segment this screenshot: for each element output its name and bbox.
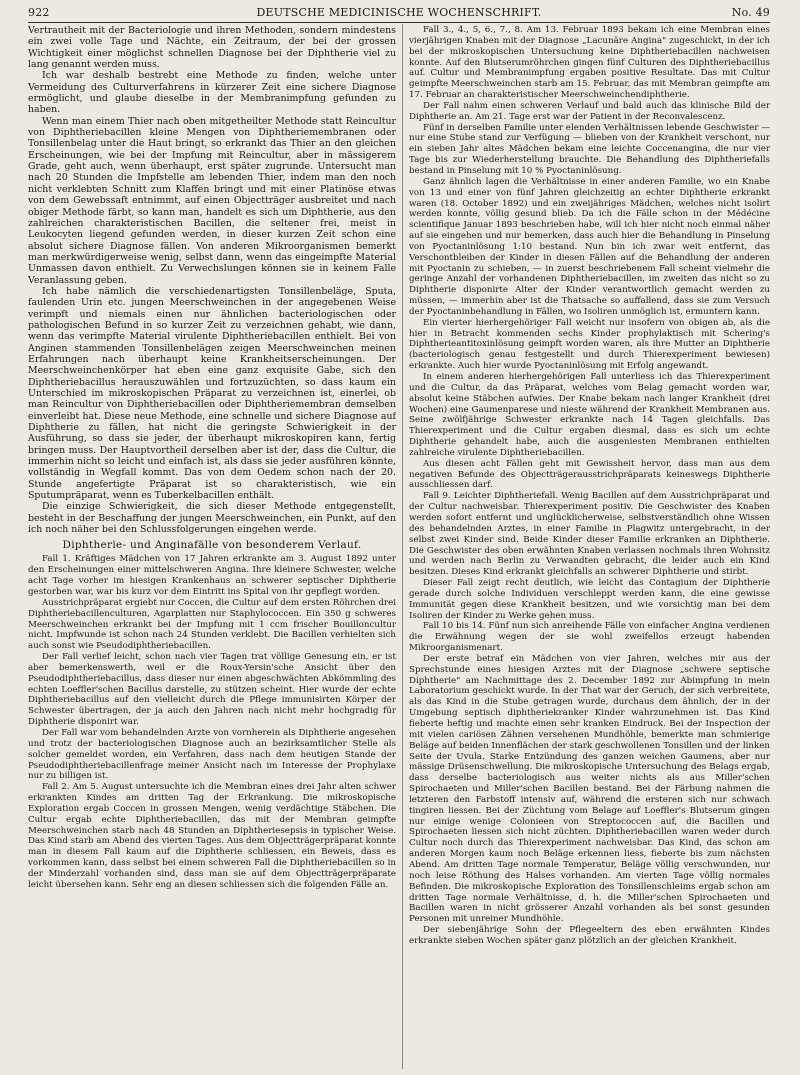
case-paragraph: Fall 2. Am 5. August untersuchte ich die Membran eines drei Jahr alten schwer erkrankten Kindes am dritten Tag der Erkrankung. Die mikroskopische Exploration ergab Coccen in grossen Mengen, wenig verdächtige Stäbchen. Die Cultur ergab echte Diphtheriebacillen, das mit der Membran geimpfte Meerschweinchen starb nach 48 Stunden an Diphtheriesepsis in typischer Weise. Das Kind starb am Abend des vierten Tages. Aus dem Objectträgerpräparat konnte man in diesem Fall kaum auf die Diphtherie schliessen, ein Beweis, dass es vorkommen kann, dass selbst bei einem schweren Fall die Diphtheriebacillen so in der Minderzahl vorhanden sind, dass man sie auf dem Objectträgerpräparate leicht übersehen kann. Sehr eng an diesen schliessen sich die folgenden Fälle an. xyxy=(28,782,396,890)
right-column xyxy=(409,25,770,1069)
case-paragraph: Der Fall war vom behandelnden Arzte von vornherein als Diphtherie angesehen und trotz der bacteriologischen Diagnose auch an bezirksamtlicher Stelle als solcher gemeldet worden, ein Verfahren, dass nach dem heutigen Stande der Pseudodiphtheriebacillenfrage meiner Ansicht nach im Interesse der Prophylaxe nur zu billigen ist. xyxy=(28,727,396,782)
case-paragraph: Dieser Fall zeigt recht deutlich, wie leicht das Contagium der Diphtherie gerade durch solche Individuen verschleppt werden kann, die eine gewisse Immunität gegen diese Krankheit besitzen, und wie vorsichtig man bei dem Isoliren der Kinder zu Werke gehen muss. xyxy=(409,578,770,621)
case-paragraph: Fall 9. Leichter Diphtheriefall. Wenig Bacillen auf dem Ausstrichpräparat und der Cultur nachweisbar. Thierexperiment positiv. Die Geschwister des Knaben werden sofort entfernt und unglücklicherweise, selbstverständlich ohne Wissen des behandelnden Arztes, in einer Familie in Plagwitz untergebracht, in der selbst zwei Kinder sind. Beide Kinder dieser Familie erkranken an Diphtherie. Die Geschwister des oben erwähnten Knaben verlassen nochmals ihren Wohnsitz und werden nach Berlin zu Verwandten gebracht, die leider auch ein Kind besitzen. Dieses Kind erkrankt gleichfalls an schwerer Diphtherie und stirbt. xyxy=(409,491,770,578)
case-paragraph: Der Fall verlief leicht, schon nach vier Tagen trat völlige Genesung ein, er ist aber bemerkenswerth, weil er die Roux-Yersin'sche Ansicht über den Pseudodiphtheriebacillus, dass dieser nur einen abgeschwächten Abkömmling des echten Loeffler'schen Bacillus darstelle, zu stützen scheint. Hier wurde der echte Diphtheriebacillus auf den vielleicht durch die Pflege immunisirten Körper der Schwester übertragen, der ja auch den Jahren nach nicht mehr hochgradig für Diphtherie disponirt war. xyxy=(28,652,396,728)
case-paragraph: Der erste betraf ein Mädchen von vier Jahren, welches mir aus der Sprechstunde eines hiesigen Arztes mit der Diagnose „schwere septische Diphtherie" am Nachmittage des 2. December 1892 zur Abimpfung in mein Laboratorium geschickt wurde. In der That war der Geruch, der sich verbreitete, als das Kind in die Stube getragen wurde, durchaus dem ähnlich, der in der Umgebung septisch diphtheriekranker Kinder wahrzunehmen ist. Das Kind fieberte heftig und machte einen sehr kranken Eindruck. Bei der Inspection der mit vielen cariösen Zähnen versehenen Mundhöhle, bemerkte man schmierige Beläge auf beiden Innenflächen der stark geschwollenen Tonsillen und der linken Seite der Uvula. Starke Entzündung des ganzen weichen Gaumens, aber nur mässige Drüsenschwellung. Die mikroskopische Untersuchung des Belags ergab, dass derselbe bacteriologisch aus weiter nichts als aus Miller'schen Spirochaeten und Miller'schen Bacillen bestand. Bei der Färbung nahmen die letzteren den Farbstoff intensiv auf, während die ersteren sich nur schwach tingiren liessen. Bei der Züchtung vom Belage auf Loeffler's Blutserum gingen nur einige wenige Colonieen von Streptococcen auf, die Bacillen und Spirochaeten liessen sich nicht züchten. Diphtheriebacillen waren weder durch Cultur noch durch das Thierexperiment nachweisbar. Das Kind, das schon am anderen Morgen kaum noch Beläge erkennen liess, fieberte bis zum nächsten Abend. Am dritten Tage normale Temperatur, Beläge völlig verschwunden, nur noch leise Röthung des Halses vorhanden. Am vierten Tage völlig normales Befinden. Die mikroskopische Exploration des Tonsillenschleims ergab schon am dritten Tage normale Verhältnisse, d. h. die Miller'schen Spirochaeten und Bacillen waren in nicht grösserer Anzahl vorhanden als bei sonst gesunden Personen mit unreiner Mundhöhle. xyxy=(409,653,770,925)
paragraph: Ich war deshalb bestrebt eine Methode zu finden, welche unter Vermeidung des Culturverfahrens in kürzerer Zeit eine sichere Diagnose ermöglicht, und glaube dieselbe in der Membranimpfung gefunden zu haben. xyxy=(28,70,396,116)
case-paragraph: Ausstrichpräparat ergiebt nur Coccen, die Cultur auf dem ersten Röhrchen drei Diphtheriebacillenculturen, Agarplatten nur Staphylococcen. Ein 350 g schweres Meerschweinchen erkrankt bei der Impfung mit 1 ccm frischer Bouilloncultur nicht. Impfwunde ist schon nach 24 Stunden verklebt. Die Bacillen verhielten sich auch sonst wie Pseudodiphtheriebacillen. xyxy=(28,597,396,652)
case-paragraph: In einem anderen hierhergehörigen Fall unterliess ich das Thierexperiment und die Cultur, da das Präparat, welches vom Belag gemacht worden war, absolut keine Stäbchen aufwies. Der Knabe bekam nach langer Krankheit (drei Wochen) eine Gaumenparese und nieste während der Krankheit Membranen aus. Seine zwölfjährige Schwester erkrankte nach 14 Tagen gleichfalls. Das Thierexperiment und die Cultur ergaben diesmal, dass es sich um echte Diphtherie gehandelt habe, auch die ausgeniesten Membranen enthielten zahlreiche virulente Diphtheriebacillen. xyxy=(409,372,770,458)
paragraph: Ich habe nämlich die verschiedenartigsten Tonsillenbeläge, Sputa, faulenden Urin etc. jungen Meerschweinchen in der angegebenen Weise verimpft und niemals einen nur ähnlichen bacteriologischen oder pathologischen Befund in so kurzer Zeit zu verzeichnen gehabt, wie dann, wenn das verimpfte Material virulente Diphtheriebacillen enthielt. Bei von Anginen stammenden Tonsillenbelägen zeigen Meerschweinchen meinen Erfahrungen nach überhaupt keine Krankheitserscheinungen. Der Meerschweinchenkörper hat eben eine ganz exquisite Gabe, sich den Diphtheriebacillus herauszuwählen und fortzuzüchten, so dass kaum ein Unterschied im mikroskopischen Präparat zu verzeichnen ist, einerlei, ob man Reincultur von Diphtheriebacillen oder Diphtheriemembran demselben einverleibt hat. Diese neue Methode, eine schnelle und sichere Diagnose auf Diphtherie zu fällen, hat nicht die geringste Schwierigkeit in der Ausführung, so dass sie jeder, der überhaupt mikroskopiren kann, fertig bringen muss. Der Hauptvortheil derselben aber ist der, dass die Cultur, die immerhin nicht so leicht und einfach ist, als dass sie jeder ausführen könnte, vollständig in Wegfall kommt. Das von dem Oedem schon nach der 20. Stunde angefertigte Präparat ist so charakteristisch, wie ein Sputumpräparat, wenn es Tuberkelbacillen enthält. xyxy=(28,285,396,502)
journal-title: DEUTSCHE MEDICINISCHE WOCHENSCHRIFT. xyxy=(256,6,542,19)
case-paragraph: Fall 1. Kräftiges Mädchen von 17 Jahren erkrankte am 3. August 1892 unter den Erscheinungen einer mittelschweren Angina. Ihre kleinere Schwester, welche acht Tage vorher im hiesigen Krankenhaus an schwerer septischer Diphtherie gestorben war, war bis kurz vor dem Eintritt ins Spital von ihr gepflegt worden. xyxy=(28,554,396,597)
case-paragraph: Fünf in derselben Familie unter elenden Verhältnissen lebende Geschwister — nur eine Stube stand zur Verfügung — blieben von der Krankheit verschont, nur ein sieben Jahr altes Mädchen bekam eine leichte Coccenangina, die nur vier Tage bis zur Wiederherstellung brauchte. Die Behandlung des Diphtheriefalls bestand in Pinselung mit 10 % Pyoctaninlösung. xyxy=(409,122,770,176)
case-reports xyxy=(28,554,396,890)
section-title: Diphtherie- und Anginafälle von besonderem Verlauf. xyxy=(62,539,362,552)
case-paragraph: Ein vierter hierhergehöriger Fall weicht nur insofern von obigen ab, als die hier in Betracht kommenden sechs Kinder prophylaktisch mit Schering's Diphtherieantitoxinlösung geimpft worden waren, als ihre Mutter an Diphtherie (bacteriologisch genau festgestellt und durch Thierexperiment bewiesen) erkrankte. Auch hier wurde Pyoctaninlösung mit Erfolg angewandt. xyxy=(409,317,770,372)
case-paragraph: Aus diesen acht Fällen geht mit Gewissheit hervor, dass man aus dem negativen Befunde des Objectträgerausstrichpräparats keineswegs Diphtherie ausschliessen darf. xyxy=(409,458,770,491)
paragraph: Die einzige Schwierigkeit, die sich dieser Methode entgegenstellt, besteht in der Beschaffung der jungen Meerschweinchen, ein Punkt, auf den ich noch näher bei den Schlussfolgerungen eingehen werde. xyxy=(28,501,396,536)
paragraph: Wenn man einem Thier nach oben mitgetheilter Methode statt Reincultur von Diphtheriebacillen kleine Mengen von Diphtheriemembranen oder Tonsillenbelag unter die Haut bringt, so erkrankt das Thier an den gleichen Erscheinungen, wie bei der Impfung mit Reincultur, aber in mässigerem Grade, geht auch, wenn überhaupt, erst später zugrunde. Untersucht man nach 20 Stunden die Impfstelle am lebenden Thier, indem man den noch nicht verklebten Schnitt zum Klaffen bringt und mit einer Platinöse etwas von dem Gewebssaft entnimmt, auf einen Objectträger ausbreitet und nach obiger Methode färbt, so kann man, handelt es sich um Diphtherie, aus den zahlreichen charakteristischen Bacillen, die seltener frei, meist in Leukocyten liegend gefunden werden, in dieser kurzen Zeit schon eine absolut sichere Diagnose fällen. Von anderen Mikroorganismen bemerkt man merkwürdigerweise wenig, selbst dann, wenn das eingeimpfte Material Unmassen davon enthielt. Zu Verwechslungen können sie in keinem Falle Veranlassung geben. xyxy=(28,115,396,286)
left-column xyxy=(28,25,396,1069)
case-reports xyxy=(409,25,770,947)
paragraph: Vertrautheit mit der Bacteriologie und ihren Methoden, sondern mindestens ein zwei volle Tage und Nächte, ein Zeitraum, der bei der grossen Wichtigkeit einer möglichst schnellen Diagnose bei der Diphtherie viel zu lang genannt werden muss. xyxy=(28,25,396,71)
page-header xyxy=(28,6,770,22)
case-paragraph: Der Fall nahm einen schweren Verlauf und bald auch das klinische Bild der Diphtherie an. Am 21. Tage erst war der Patient in der Reconvalescenz. xyxy=(409,100,770,122)
header-rule xyxy=(28,22,770,23)
case-paragraph: Der siebenjährige Sohn der Pflegeeltern des eben erwähnten Kindes erkrankte sieben Wochen später ganz plötzlich an der gleichen Krankheit. xyxy=(409,925,770,946)
case-paragraph: Fall 3., 4., 5, 6., 7., 8. Am 13. Februar 1893 bekam ich eine Membran eines vierjährigen Knaben mit der Diagnose „Lacunäre Angina" zugeschickt, in der ich bei der mikroskopischen Untersuchung keine Diphtheriebacillen nachweisen konnte. Auf den Blutserumröhrchen gingen fünf Culturen des Diphtheriebacillus auf. Cultur und Membranimpfung ergaben positive Resultate. Das mit Cultur geimpfte Meerschweinchen starb am 15. Februar, das mit Membran geimpfte am 17. Februar an charakteristischer Meerschweinchendiphtherie. xyxy=(409,25,770,101)
column-divider xyxy=(402,24,403,1069)
issue-number: No. 49 xyxy=(731,6,770,19)
page-number: 922 xyxy=(28,6,50,19)
case-paragraph: Fall 10 bis 14. Fünf nun sich anreihende Fälle von einfacher Angina verdienen die Erwähnung wegen der sie wohl zweifellos erzeugt habenden Mikroorganismenart. xyxy=(409,621,770,654)
case-paragraph: Ganz ähnlich lagen die Verhältnisse in einer anderen Familie, wo ein Knabe von 13 und einer von fünf Jahren gleichzeitig an echter Diphtherie erkrankt waren (18. October 1892) und ein zweijähriges Mädchen, welches nicht isolirt werden konnte, völlig gesund blieb. Da ich die Fälle schon in der Médécine scientifique Januar 1893 beschrieben habe, will ich hier nicht noch einmal näher auf sie eingehen und nur bemerken, dass auch hier die Behandlung in Pinselung von Pyoctaninlösung 1:10 bestand. Nun bin ich zwar weit entfernt, das Verschontbleiben der Kinder in diesen Fällen auf die Behandlung der anderen mit Pyoctanin zu schieben, — in zuerst beschriebenem Fall scheint vielmehr die geringe Anzahl der vorhandenen Diphtheriebacillen, im zweiten das nicht so zu Diphtherie disponirte Alter der Kinder verantwortlich gemacht werden zu müssen, — immerhin aber ist die Thatsache so auffallend, dass sie zum Versuch der Pyoctaninbehandlung in Fällen, wo Isoliren unmöglich ist, ermuntern kann. xyxy=(409,176,770,317)
